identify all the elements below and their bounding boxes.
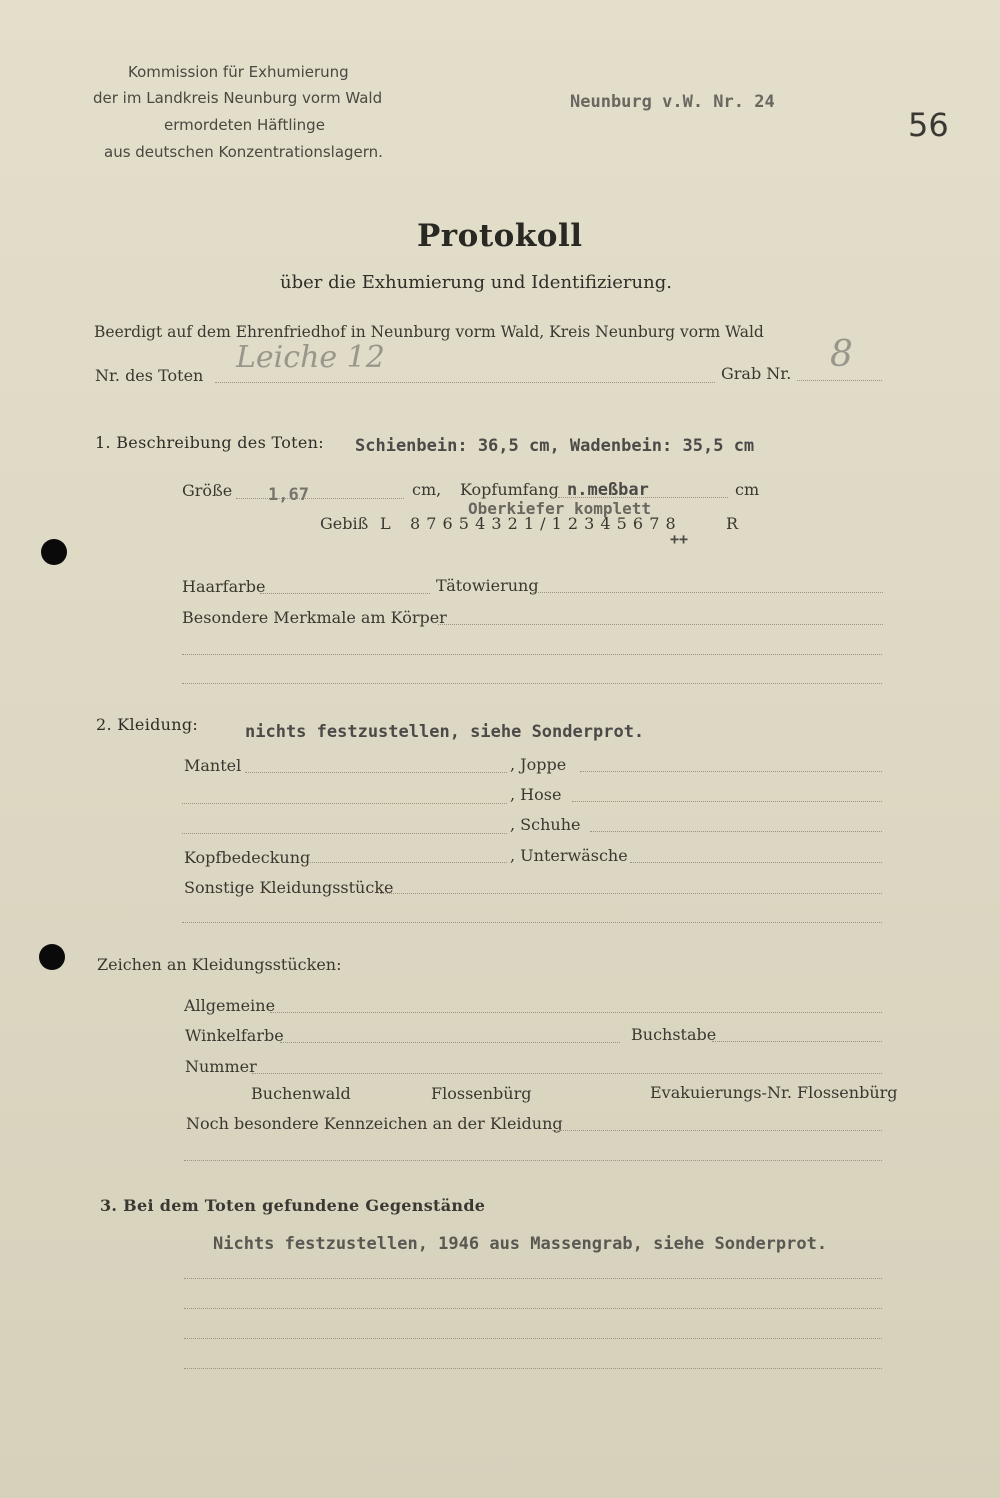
grab-nr-label: Grab Nr. [721,364,792,383]
flossenbuerg-label: Flossenbürg [431,1084,532,1103]
gebiss-note: Oberkiefer komplett [468,499,652,518]
reference-number: Neunburg v.W. Nr. 24 [570,92,775,112]
hose-left-line [182,803,507,804]
org-line-1: Kommission für Exhumierung [128,63,349,81]
winkelfarbe-label: Winkelfarbe [185,1026,284,1045]
section-3-typed-note: Nichts festzustellen, 1946 aus Massengrab, siehe Sonderprot. [213,1234,828,1254]
groesse-label: Größe [182,481,233,500]
allgemeine-line [270,1012,882,1013]
merkmale-line-1 [438,624,883,625]
section-3-line-2 [184,1308,882,1309]
document-title: Protokoll [417,218,583,254]
haarfarbe-line [260,593,430,594]
noch-kennzeichen-line-1 [552,1130,882,1131]
hose-line [572,801,882,802]
buchstabe-label: Buchstabe [631,1025,717,1044]
sonstige-label: Sonstige Kleidungsstücke [184,878,394,897]
punch-hole-bottom [39,944,65,970]
section-3-line-3 [184,1338,882,1339]
merkmale-line-2 [182,654,882,655]
document-subtitle: über die Exhumierung und Identifizierung. [280,272,672,293]
gebiss-label: Gebiß [320,514,369,533]
section-3-heading: 3. Bei dem Toten gefundene Gegenstände [100,1196,486,1215]
punch-hole-top [41,539,67,565]
section-3-line-4 [184,1368,882,1369]
gebiss-right-label: R [726,514,739,533]
schuhe-left-line [182,833,507,834]
section-3-line-1 [184,1278,882,1279]
org-line-4: aus deutschen Konzentrationslagern. [104,143,383,161]
noch-kennzeichen-label: Noch besondere Kennzeichen an der Kleidung [186,1114,563,1133]
org-line-3: ermordeten Häftlinge [164,116,325,134]
grab-nr-line [797,380,882,381]
noch-kennzeichen-line-2 [184,1160,882,1161]
nummer-line [252,1073,882,1074]
org-line-2: der im Landkreis Neunburg vorm Wald [93,89,383,107]
unterwaesche-label: , Unterwäsche [510,846,628,865]
kopfbedeckung-line [305,862,507,863]
joppe-line [580,771,882,772]
allgemeine-label: Allgemeine [184,996,276,1015]
groesse-value: 1,67 [268,485,309,505]
nummer-label: Nummer [185,1057,257,1076]
grab-nr-value: 8 [830,334,853,375]
zeichen-heading: Zeichen an Kleidungsstücken: [97,955,342,974]
taetowierung-line [533,592,883,593]
nr-des-toten-label: Nr. des Toten [95,366,204,385]
haarfarbe-label: Haarfarbe [182,577,266,596]
section-2-heading: 2. Kleidung: [96,715,199,734]
evakuierung-label: Evakuierungs-Nr. Flossenbürg [650,1083,898,1102]
sonstige-line-1 [380,893,882,894]
cm-label-2: cm [735,480,760,499]
groesse-line [236,498,404,499]
section-2-typed-note: nichts festzustellen, siehe Sonderprot. [245,722,645,742]
gebiss-marks: ++ [670,530,689,548]
kopfumfang-label: Kopfumfang [460,480,559,499]
sonstige-line-2 [182,922,882,923]
kopfumfang-value: n.meßbar [567,480,649,500]
kopfbedeckung-label: Kopfbedeckung [184,848,311,867]
joppe-label: , Joppe [510,755,567,774]
merkmale-label: Besondere Merkmale am Körper [182,608,447,627]
mantel-label: Mantel [184,756,242,775]
section-1-heading: 1. Beschreibung des Toten: [95,433,324,452]
gebiss-left-label: L [380,514,391,533]
mantel-line [245,772,507,773]
section-1-typed-note: Schienbein: 36,5 cm, Wadenbein: 35,5 cm [355,436,755,456]
hose-label: , Hose [510,785,562,804]
burial-line: Beerdigt auf dem Ehrenfriedhof in Neunburg vorm Wald, Kreis Neunburg vorm Wald [94,323,764,341]
winkelfarbe-line [280,1042,620,1043]
nr-des-toten-value: Leiche 12 [236,340,385,375]
gebiss-numbers: 8 7 6 5 4 3 2 1 / 1 2 3 4 5 6 7 8 [410,514,677,533]
buchenwald-label: Buchenwald [251,1084,351,1103]
buchstabe-line [712,1041,882,1042]
unterwaesche-line [630,862,882,863]
nr-des-toten-line [215,382,715,383]
merkmale-line-3 [182,683,882,684]
cm-label-1: cm, [412,480,442,499]
schuhe-label: , Schuhe [510,815,581,834]
taetowierung-label: Tätowierung [436,576,539,595]
page-number: 56 [908,106,949,144]
schuhe-line [590,831,882,832]
